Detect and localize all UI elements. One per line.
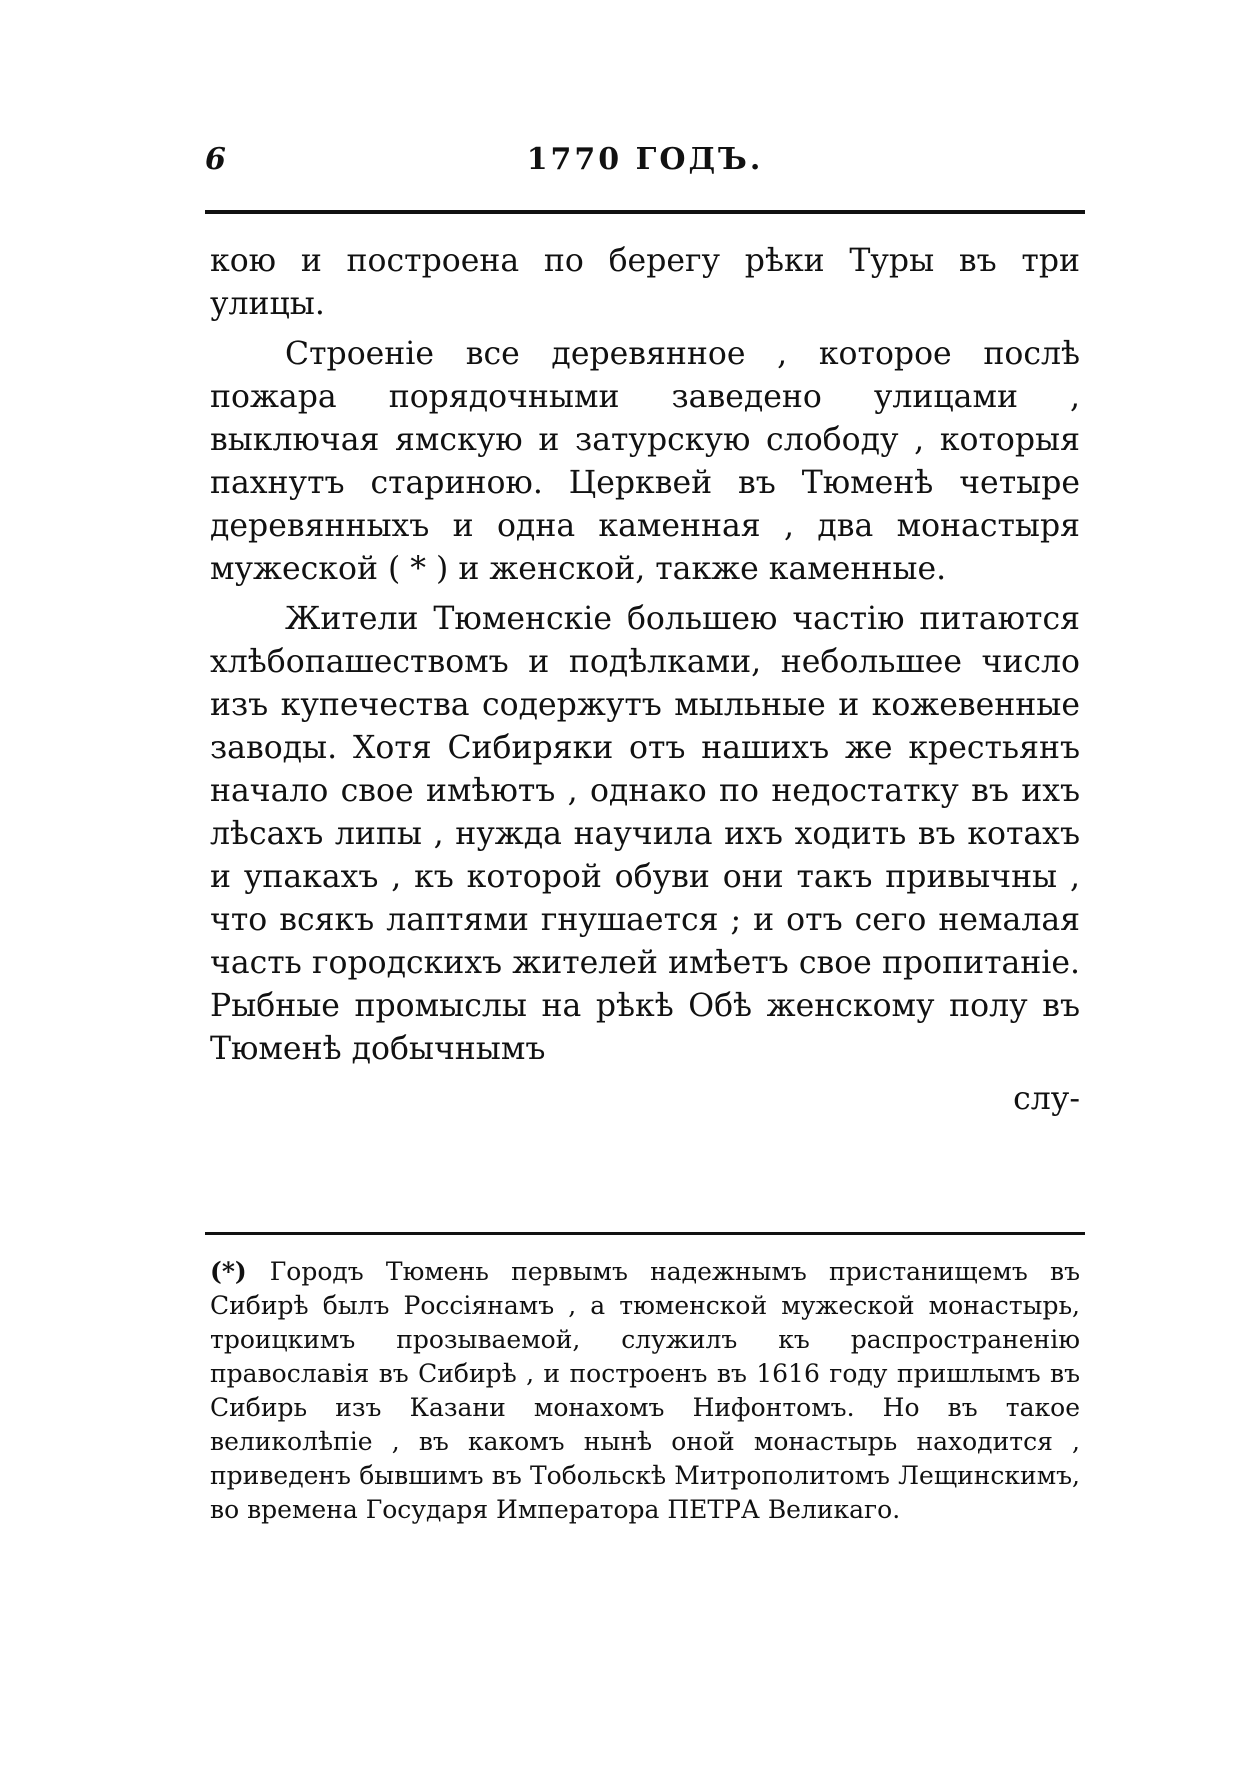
paragraph-buildings: Строенiе все деревянное , которое послѣ пожара порядочными заведено улицами , выключая ямскую и затурскую слободу , которыя пахнутъ стариною. Церквей въ Тюменѣ четыре деревянныхъ и одна каменная , два монастыря мужеской ( * ) и женской, также каменные. <box>210 336 1080 587</box>
page-header <box>205 142 1085 182</box>
footnote <box>210 1255 1080 1527</box>
catchword: слу- <box>1013 1081 1080 1117</box>
footnote-rule <box>205 1232 1085 1235</box>
main-text <box>210 240 1080 1121</box>
running-title: 1770 ГОДЪ. <box>526 142 764 177</box>
page-number: 6 <box>205 142 226 177</box>
paragraph-inhabitants: Жители Тюменскiе большею частiю питаются хлѣбопашествомъ и подѣлками, небольшее число изъ купечества содержутъ мыльные и кожевенные заводы. Хотя Сибиряки отъ нашихъ же крестьянъ начало свое имѣютъ , однако по недостатку въ ихъ лѣсахъ липы , нужда научила ихъ ходить въ котахъ и упакахъ , къ которой обуви они такъ привычны , что всякъ лаптями гнушается ; и отъ сего немалая часть городскихъ жителей имѣетъ свое пропитанiе. Рыбные промыслы на рѣкѣ Обѣ женскому полу въ Тюменѣ добычнымъ <box>210 601 1080 1067</box>
paragraph-continuation: кою и построена по берегу рѣки Туры въ три улицы. <box>210 243 1080 322</box>
footnote-text: Городъ Тюмень первымъ надежнымъ пристанищемъ въ Сибирѣ былъ Россiянамъ , а тюменской мужеской монастырь, троицкимъ прозываемой, служилъ къ распространенiю православiя въ Сибирѣ , и построенъ въ 1616 году пришлымъ въ Сибирь изъ Казани монахомъ Нифонтомъ. Но въ такое великолѣпiе , въ какомъ нынѣ оной монастырь находится , приведенъ бывшимъ въ Тобольскѣ Митрополитомъ Лещинскимъ, во времена Государя Императора ПЕТРА Великаго. <box>210 1257 1080 1524</box>
header-rule <box>205 210 1085 214</box>
footnote-marker: (*) <box>210 1257 270 1286</box>
